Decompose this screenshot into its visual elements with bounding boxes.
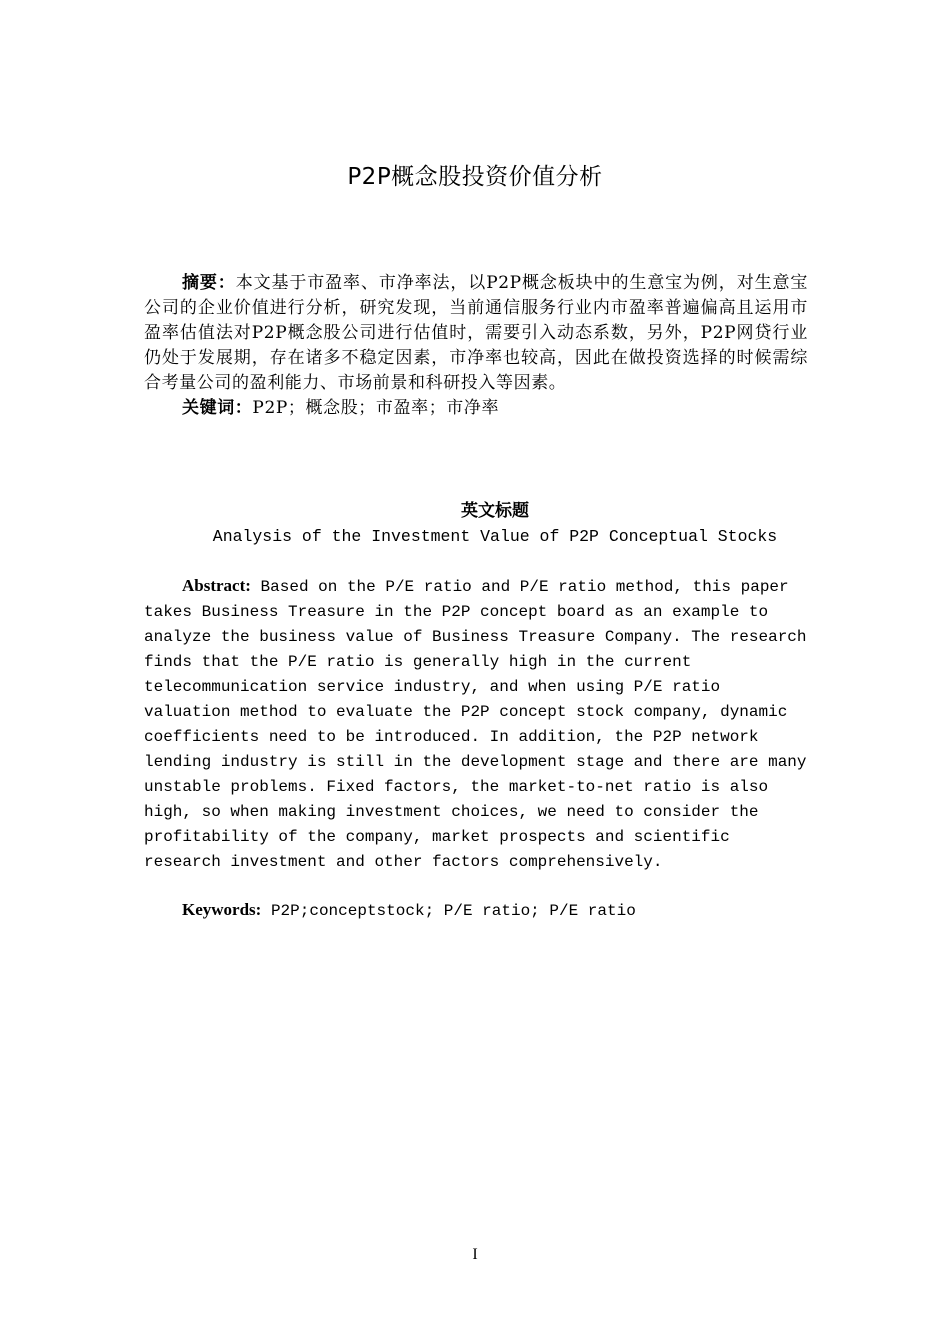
chinese-abstract-text: 本文基于市盈率、市净率法，以P2P概念板块中的生意宝为例，对生意宝公司的企业价值进行分析，研究发现，当前通信服务行业内市盈率普遍偏高且运用市盈率估值法对P2P概念股公司进行估值时，需要引入动态系数，另外，P2P网贷行业仍处于发展期，存在诸多不稳定因素，市净率也较高，因此在做投资选择的时候需综合考量公司的盈利能力、市场前景和科研投入等因素。: [144, 273, 808, 393]
english-abstract-section: [144, 573, 808, 875]
english-keywords: [144, 897, 808, 924]
english-keywords-label: Keywords:: [182, 900, 262, 919]
english-abstract-label: Abstract:: [182, 576, 251, 595]
chinese-keywords: [144, 396, 808, 421]
document-title: P2P概念股投资价值分析: [347, 164, 603, 190]
english-keywords-text: P2P;conceptstock; P/E ratio; P/E ratio: [270, 902, 636, 920]
english-title-heading: 英文标题: [461, 501, 529, 521]
english-title: Analysis of the Investment Value of P2P Conceptual Stocks: [212, 527, 778, 546]
page-number: I: [472, 1246, 478, 1263]
chinese-abstract: [144, 271, 808, 396]
chinese-abstract-section: [144, 271, 808, 421]
english-abstract-text: Based on the P/E ratio and P/E ratio method, this paper takes Business Treasure in the P2P concept board as an example to analyze the business value of Business Treasure Company. The research finds that the P/E ratio is generally high in the current telecommunication service industry, and when using P/E ratio valuation method to evaluate the P2P concept stock company, dynamic coefficients need to be introduced. In addition, the P2P network lending industry is still in the development stage and there are many unstable problems. Fixed factors, the market-to-net ratio is also high, so when making investment choices, we need to consider the profitability of the company, market prospects and scientific research investment and other factors comprehensively.: [144, 578, 807, 871]
chinese-abstract-label: 摘要：: [182, 273, 236, 293]
english-abstract: [144, 573, 808, 875]
chinese-keywords-text: P2P；概念股；市盈率；市净率: [252, 398, 500, 418]
chinese-keywords-label: 关键词：: [182, 398, 253, 418]
